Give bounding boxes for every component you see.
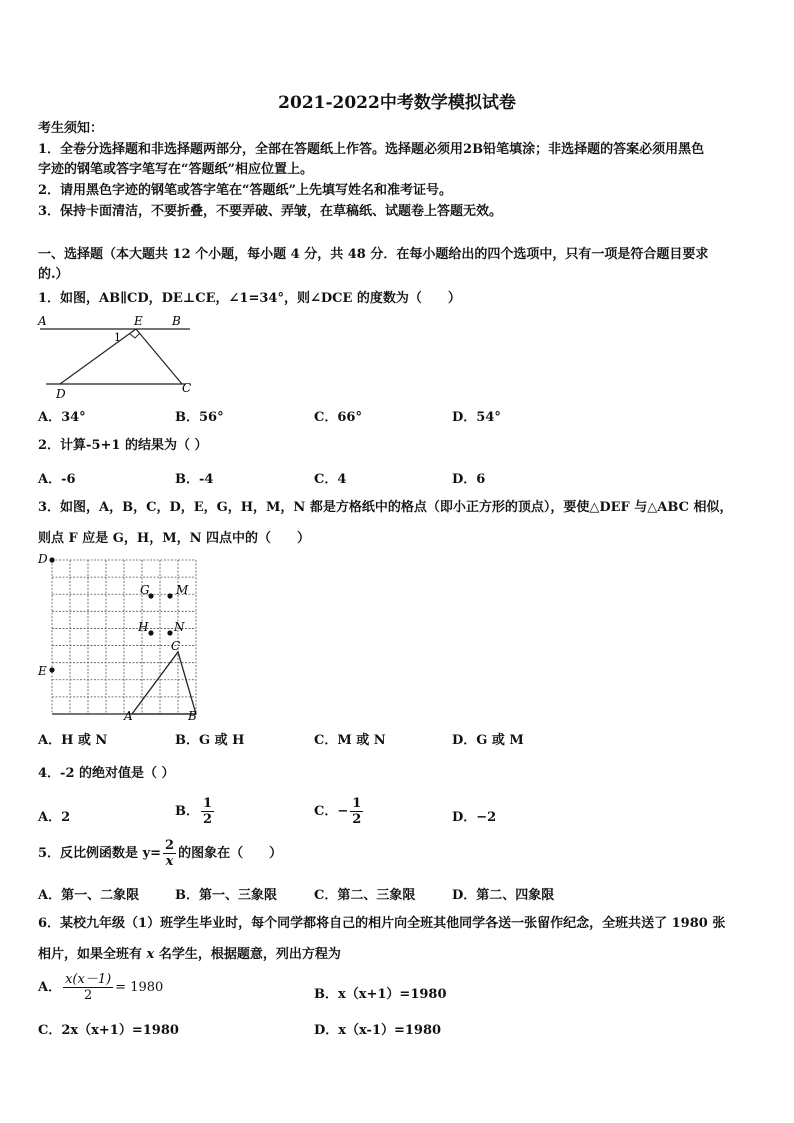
segment-de	[60, 329, 136, 384]
q2-stem: 2．计算-5+1 的结果为（ ）	[38, 438, 208, 453]
q6-option-a-rhs: = 1980	[115, 980, 164, 995]
label-c: C	[171, 639, 181, 653]
numerator: 1	[352, 796, 362, 811]
q6-option-c[interactable]: C．2x（x+1）=1980	[38, 1023, 179, 1038]
label-m: M	[176, 583, 189, 597]
label-n: N	[174, 620, 185, 634]
denominator: 2	[83, 988, 93, 1003]
angle-1-label: 1	[114, 331, 121, 344]
q3-option-b[interactable]: B．G 或 H	[175, 733, 245, 748]
q4-option-c[interactable]	[314, 796, 365, 827]
q5-stem-post: 的图象在（ ）	[178, 846, 283, 861]
segment-ec	[136, 329, 182, 384]
q2-option-d[interactable]: D．6	[452, 472, 486, 487]
notice-item: 3．保持卡面清洁，不要折叠，不要弄破、弄皱，在草稿纸、试题卷上答题无效。	[38, 204, 503, 219]
q3-option-d[interactable]: D．G 或 M	[452, 733, 524, 748]
q5-option-b[interactable]: B．第一、三象限	[175, 888, 277, 903]
label-d: D	[38, 552, 48, 566]
q1-option-d[interactable]: D．54°	[452, 410, 501, 425]
q6-stem-post: 名学生，根据题意，列出方程为	[154, 947, 341, 962]
label-a: A	[38, 314, 47, 328]
q6-stem: 6．某校九年级（1）班学生毕业时，每个同学都将自己的相片向全班其他同学各送一张留作纪念，全班共送了 1980 张	[38, 916, 726, 931]
q5-option-a[interactable]: A．第一、二象限	[38, 888, 140, 903]
q6-option-a-label: A．	[38, 980, 62, 995]
q1-stem: 1．如图，AB∥CD，DE⊥CE，∠1=34°，则∠DCE 的度数为（ ）	[38, 291, 461, 306]
variable-x: x	[146, 947, 155, 962]
label-e: E	[134, 314, 143, 328]
point-m	[167, 593, 172, 598]
fraction-2-over-x	[163, 838, 176, 869]
q5-stem	[38, 838, 282, 869]
right-angle-mark	[130, 333, 140, 338]
label-b: B	[172, 314, 181, 328]
q2-option-c[interactable]: C．4	[314, 472, 347, 487]
notice-item: 1．全卷分选择题和非选择题两部分，全部在答题纸上作答。选择题必须用2B铅笔填涂；非选择题的答案必须用黑色	[38, 142, 705, 157]
q3-stem: 3．如图，A，B，C，D，E，G，H，M，N 都是方格纸中的格点（即小正方形的顶点），要使△DEF 与△ABC 相似，	[38, 500, 733, 515]
denominator: 2	[203, 812, 213, 827]
q5-stem-pre: 5．反比例函数是 y=	[38, 846, 162, 861]
q6-option-d[interactable]: D．x（x-1）=1980	[314, 1023, 442, 1038]
fraction-x-x-minus-1-over-2	[63, 972, 113, 1003]
q4-option-d[interactable]: D．−2	[452, 810, 497, 825]
label-h: H	[138, 620, 149, 634]
label-a: A	[124, 709, 133, 722]
point-e	[49, 667, 54, 672]
section-heading-cont: 的.）	[38, 267, 69, 282]
numerator: 2	[165, 838, 175, 853]
q3-stem-cont: 则点 F 应是 G，H，M，N 四点中的（ ）	[38, 531, 310, 546]
point-h	[148, 630, 153, 635]
q3-option-a[interactable]: A．H 或 N	[38, 733, 108, 748]
numerator: x(x－1)	[65, 972, 112, 987]
q6-stem-cont	[38, 946, 341, 964]
label-b: B	[188, 709, 197, 722]
denominator: 2	[352, 812, 362, 827]
fraction-one-half	[350, 796, 363, 827]
q4-option-b-label: B．	[175, 804, 199, 819]
q3-option-c[interactable]: C．M 或 N	[314, 733, 386, 748]
q4-option-a[interactable]: A．2	[38, 810, 71, 825]
point-n	[167, 630, 172, 635]
q1-figure	[36, 312, 196, 402]
notice-heading: 考生须知：	[38, 121, 104, 136]
label-e: E	[38, 664, 47, 678]
q4-option-b[interactable]	[175, 796, 216, 827]
point-d	[49, 557, 54, 562]
q2-option-b[interactable]: B．-4	[175, 472, 214, 487]
q6-stem-pre: 相片，如果全班有	[38, 947, 147, 962]
q3-grid-figure	[36, 552, 202, 722]
q5-option-c[interactable]: C．第二、三象限	[314, 888, 416, 903]
q2-option-a[interactable]: A．-6	[38, 472, 76, 487]
minus-sign: −	[337, 804, 349, 819]
label-d: D	[56, 387, 66, 401]
q1-option-b[interactable]: B．56°	[175, 410, 224, 425]
q6-option-b[interactable]: B．x（x+1）=1980	[314, 987, 447, 1002]
denominator: x	[165, 854, 174, 869]
q1-option-c[interactable]: C．66°	[314, 410, 362, 425]
label-g: G	[140, 583, 150, 597]
section-heading: 一、选择题（本大题共 12 个小题，每小题 4 分，共 48 分．在每小题给出的四个选项中，只有一项是符合题目要求	[38, 247, 709, 262]
label-c: C	[182, 381, 192, 395]
q4-option-c-label: C．	[314, 804, 338, 819]
notice-item: 2．请用黑色字迹的钢笔或答字笔在“答题纸”上先填写姓名和准考证号。	[38, 183, 453, 198]
q5-option-d[interactable]: D．第二、四象限	[452, 888, 555, 903]
q4-stem: 4．-2 的绝对值是（ ）	[38, 766, 175, 781]
q1-option-a[interactable]: A．34°	[38, 410, 86, 425]
fraction-one-half	[201, 796, 214, 827]
q6-option-a[interactable]	[38, 972, 163, 1003]
page-title: 2021-2022中考数学模拟试卷	[278, 93, 516, 113]
numerator: 1	[203, 796, 213, 811]
notice-item: 字迹的钢笔或答字笔写在“答题纸”相应位置上。	[38, 162, 313, 177]
